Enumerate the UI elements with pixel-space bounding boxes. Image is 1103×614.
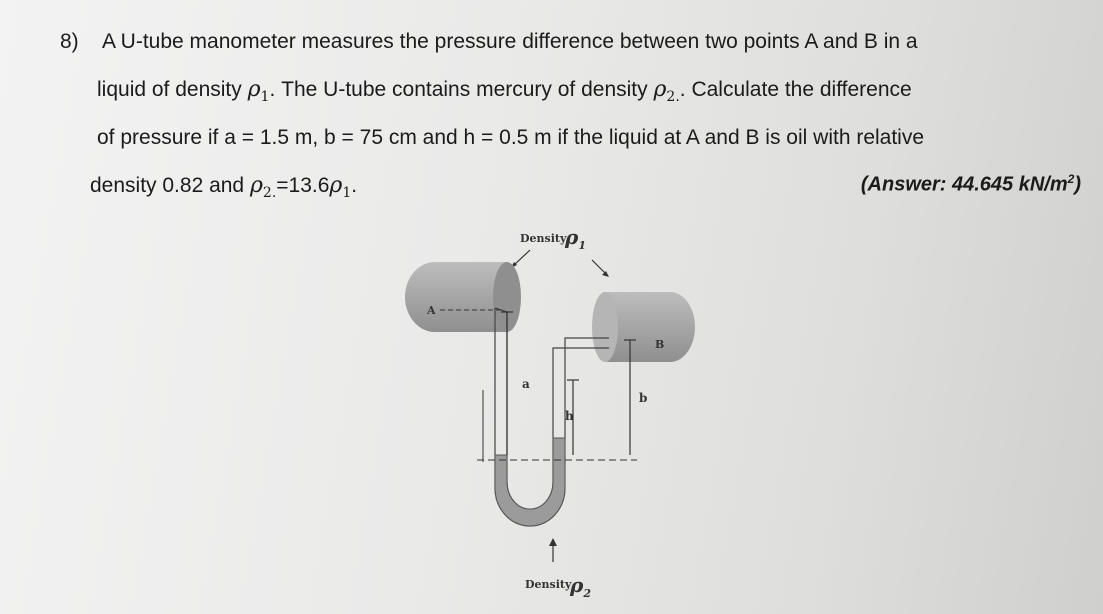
rho1-symbol: $\rho_1$ <box>247 77 270 105</box>
rho1-symbol: $\rho_1$ <box>565 225 586 252</box>
question-line-1: A U-tube manometer measures the pressure difference between two points A and B in a <box>102 30 918 53</box>
text-fragment: density 0.82 and <box>90 174 245 197</box>
question-number: 8) <box>60 30 79 53</box>
manometer-diagram <box>395 220 715 610</box>
label-a: a <box>522 377 530 391</box>
label-a-point: A <box>427 304 436 317</box>
pipe-a <box>405 262 507 332</box>
text-fragment: liquid of density <box>97 78 242 101</box>
density-bottom-label: Density <box>525 578 572 591</box>
arrow-head-up <box>549 538 557 546</box>
text-fragment: . Calculate the difference <box>679 78 912 101</box>
rho2-symbol: $\rho_{2.}$ <box>249 173 277 201</box>
mercury <box>495 438 565 526</box>
question-line-4: density 0.82 and $\rho_{2.}=13.6\rho_1$. <box>90 173 358 201</box>
text-fragment: . The U-tube contains mercury of density <box>269 78 648 101</box>
question-line-3: of pressure if a = 1.5 m, b = 75 cm and h = 0.5 m if the liquid at A and B is oil with relative <box>97 126 925 149</box>
rho2-symbol: $\rho_2$ <box>570 573 591 600</box>
label-b-point: B <box>655 338 665 351</box>
arrow-head-right <box>602 271 609 277</box>
answer-text: (Answer: 44.645 $kN/m^2$) <box>860 172 1081 196</box>
text-fragment: =13.6 <box>276 174 330 197</box>
rho2-symbol: $\rho_{2.}$ <box>653 77 680 105</box>
pipe-b-end <box>592 292 618 362</box>
label-b: b <box>639 391 648 405</box>
density-top-label: Density <box>520 232 567 245</box>
question-line-2 <box>97 78 912 109</box>
pipe-b <box>605 292 695 362</box>
rho1-symbol: $\rho_1$ <box>329 173 352 201</box>
label-h: h <box>565 409 574 423</box>
